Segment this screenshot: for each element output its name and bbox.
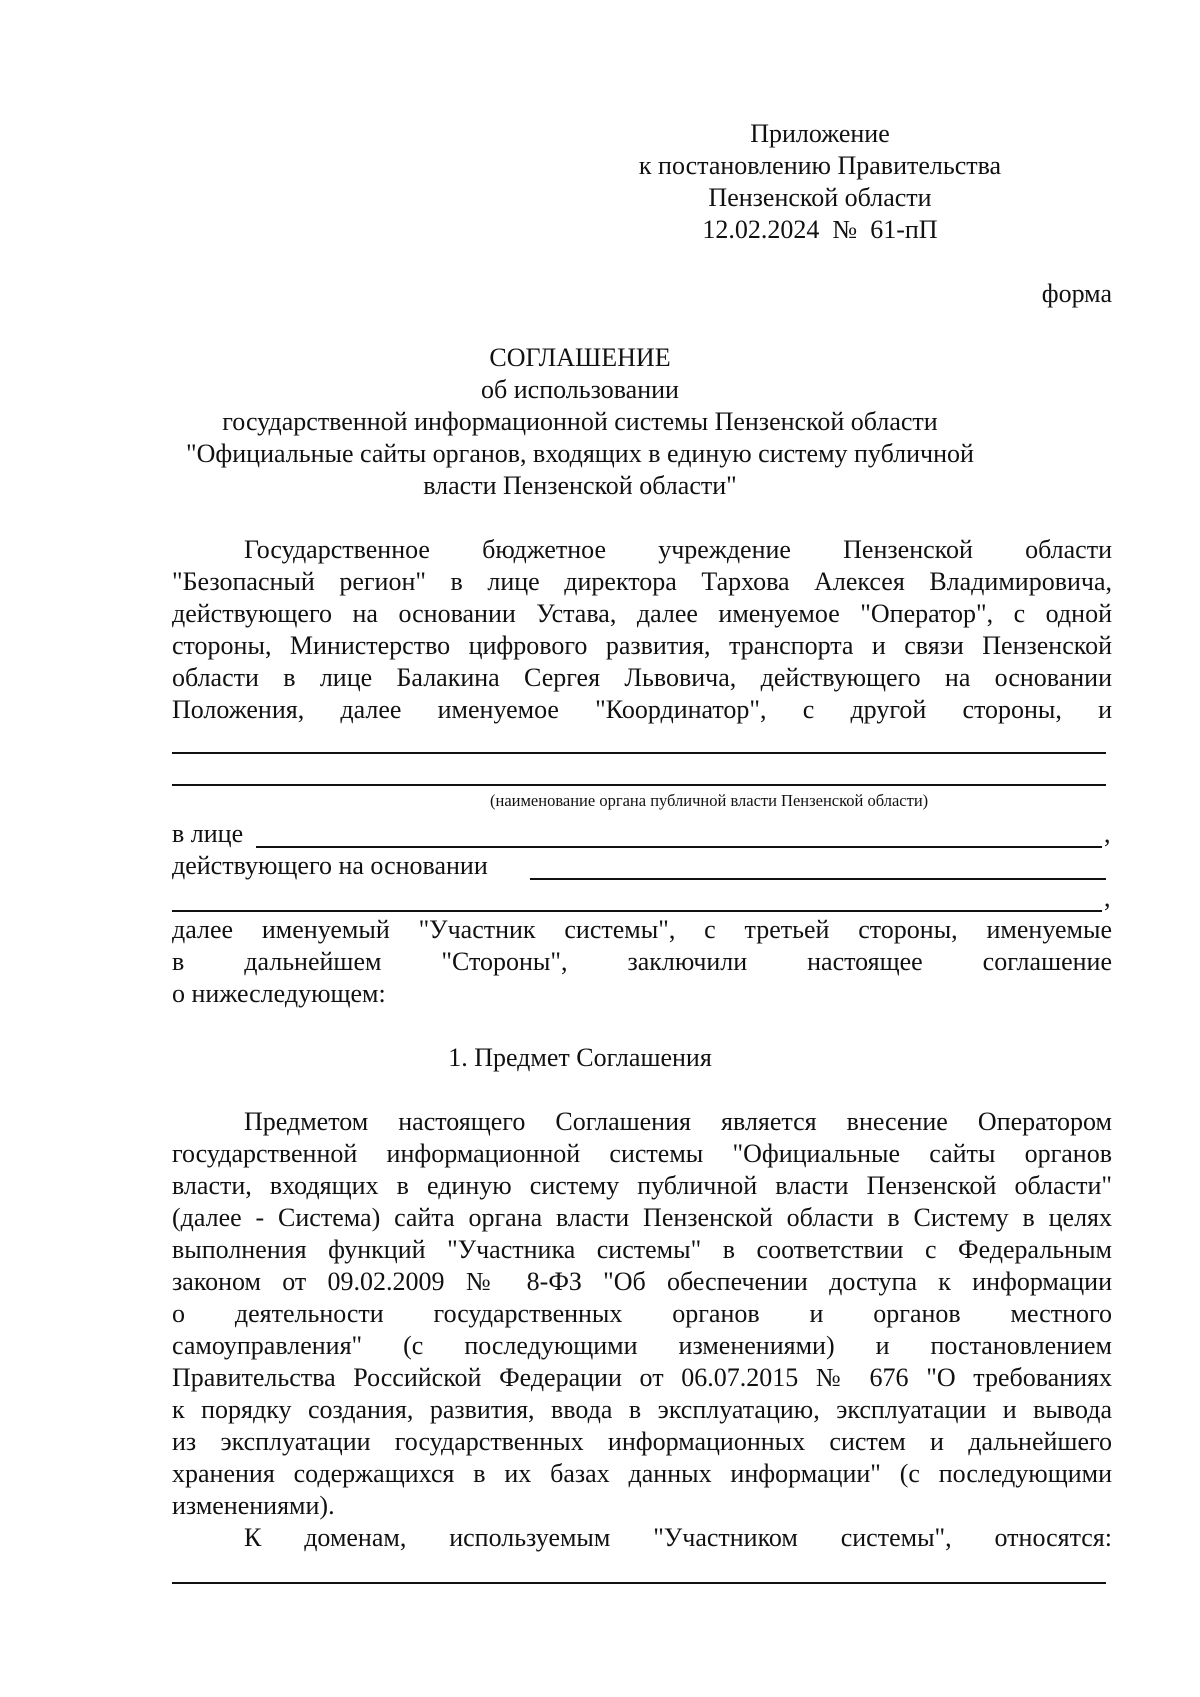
intro-line-2: "Безопасный регион" в лице директора Тархова Алексея Владимировича, — [172, 567, 1112, 596]
header-region: Пензенской области — [708, 183, 932, 212]
comma-2: , — [1104, 883, 1111, 912]
section-1-line-10: к порядку создания, развития, ввода в эксплуатацию, эксплуатации и вывода — [172, 1395, 1112, 1424]
section-1-line-13: изменениями). — [172, 1491, 335, 1520]
section-1-line-5: выполнения функций "Участника системы" в соответствии с Федеральным — [172, 1235, 1112, 1264]
section-1-line-9: Правительства Российской Федерации от 06.07.2015 № 676 "О требованиях — [172, 1363, 1112, 1392]
organ-caption: (наименование органа публичной власти Пензенской области) — [490, 791, 929, 810]
header-number-sign: № — [832, 215, 858, 244]
intro-line-3: действующего на основании Устава, далее именуемое "Оператор", с одной — [172, 599, 1112, 628]
form-label: форма — [1041, 279, 1112, 308]
intro-line-4: стороны, Министерство цифрового развития, транспорта и связи Пензенской — [172, 631, 1112, 660]
after-fill-line-1: далее именуемый "Участник системы", с третьей стороны, именуемые — [172, 915, 1112, 944]
after-fill-line-2: в дальнейшем "Стороны", заключили настоящее соглашение — [172, 947, 1112, 976]
doc-subtitle-1: об использовании — [481, 375, 679, 404]
doc-subtitle-2: государственной информационной системы Пензенской области — [222, 407, 938, 436]
section-1-heading: 1. Предмет Соглашения — [448, 1043, 712, 1072]
blank-line-organ-1 — [172, 752, 1106, 754]
after-fill-line-3: о нижеследующем: — [172, 979, 386, 1008]
acting-basis-label: действующего на основании — [172, 851, 488, 880]
section-1-line-7: о деятельности государственных органов и органов местного — [172, 1299, 1112, 1328]
intro-line-5: области в лице Балакина Сергея Львовича, действующего на основании — [172, 663, 1112, 692]
blank-line-basis-2 — [172, 910, 1102, 912]
intro-line-6: Положения, далее именуемое "Координатор", с другой стороны, и — [172, 695, 1112, 724]
header-number: 61-пП — [870, 215, 938, 244]
section-1-line-4: (далее - Система) сайта органа власти Пензенской области в Систему в целях — [172, 1203, 1112, 1232]
intro-line-1: Государственное бюджетное учреждение Пензенской области — [244, 535, 1112, 564]
in-person-label: в лице — [172, 819, 244, 848]
doc-subtitle-3: "Официальные сайты органов, входящих в единую систему публичной — [186, 439, 974, 468]
section-1-line-12: хранения содержащихся в их базах данных информации" (с последующими — [172, 1459, 1112, 1488]
section-1-line-1: Предметом настоящего Соглашения является внесение Оператором — [244, 1107, 1112, 1136]
blank-line-person — [256, 846, 1102, 848]
section-1-line-6: законом от 09.02.2009 № 8-ФЗ "Об обеспечении доступа к информации — [172, 1267, 1112, 1296]
header-date-number — [600, 214, 1040, 246]
header-appendix: Приложение — [750, 119, 890, 148]
blank-line-organ-2 — [172, 784, 1106, 786]
comma-1: , — [1104, 819, 1111, 848]
doc-subtitle-4: власти Пензенской области" — [423, 471, 737, 500]
domains-line: К доменам, используемым "Участником системы", относятся: — [244, 1523, 1112, 1552]
header-date: 12.02.2024 — [702, 215, 820, 244]
section-1-line-3: власти, входящих в единую систему публичной власти Пензенской области" — [172, 1171, 1112, 1200]
section-1-line-11: из эксплуатации государственных информационных систем и дальнейшего — [172, 1427, 1112, 1456]
doc-title: СОГЛАШЕНИЕ — [489, 343, 671, 372]
blank-line-domains — [172, 1582, 1106, 1584]
section-1-line-2: государственной информационной системы "Официальные сайты органов — [172, 1139, 1112, 1168]
blank-line-basis — [530, 878, 1106, 880]
section-1-line-8: самоуправления" (с последующими изменениями) и постановлением — [172, 1331, 1112, 1360]
header-resolution: к постановлению Правительства — [638, 151, 1002, 180]
